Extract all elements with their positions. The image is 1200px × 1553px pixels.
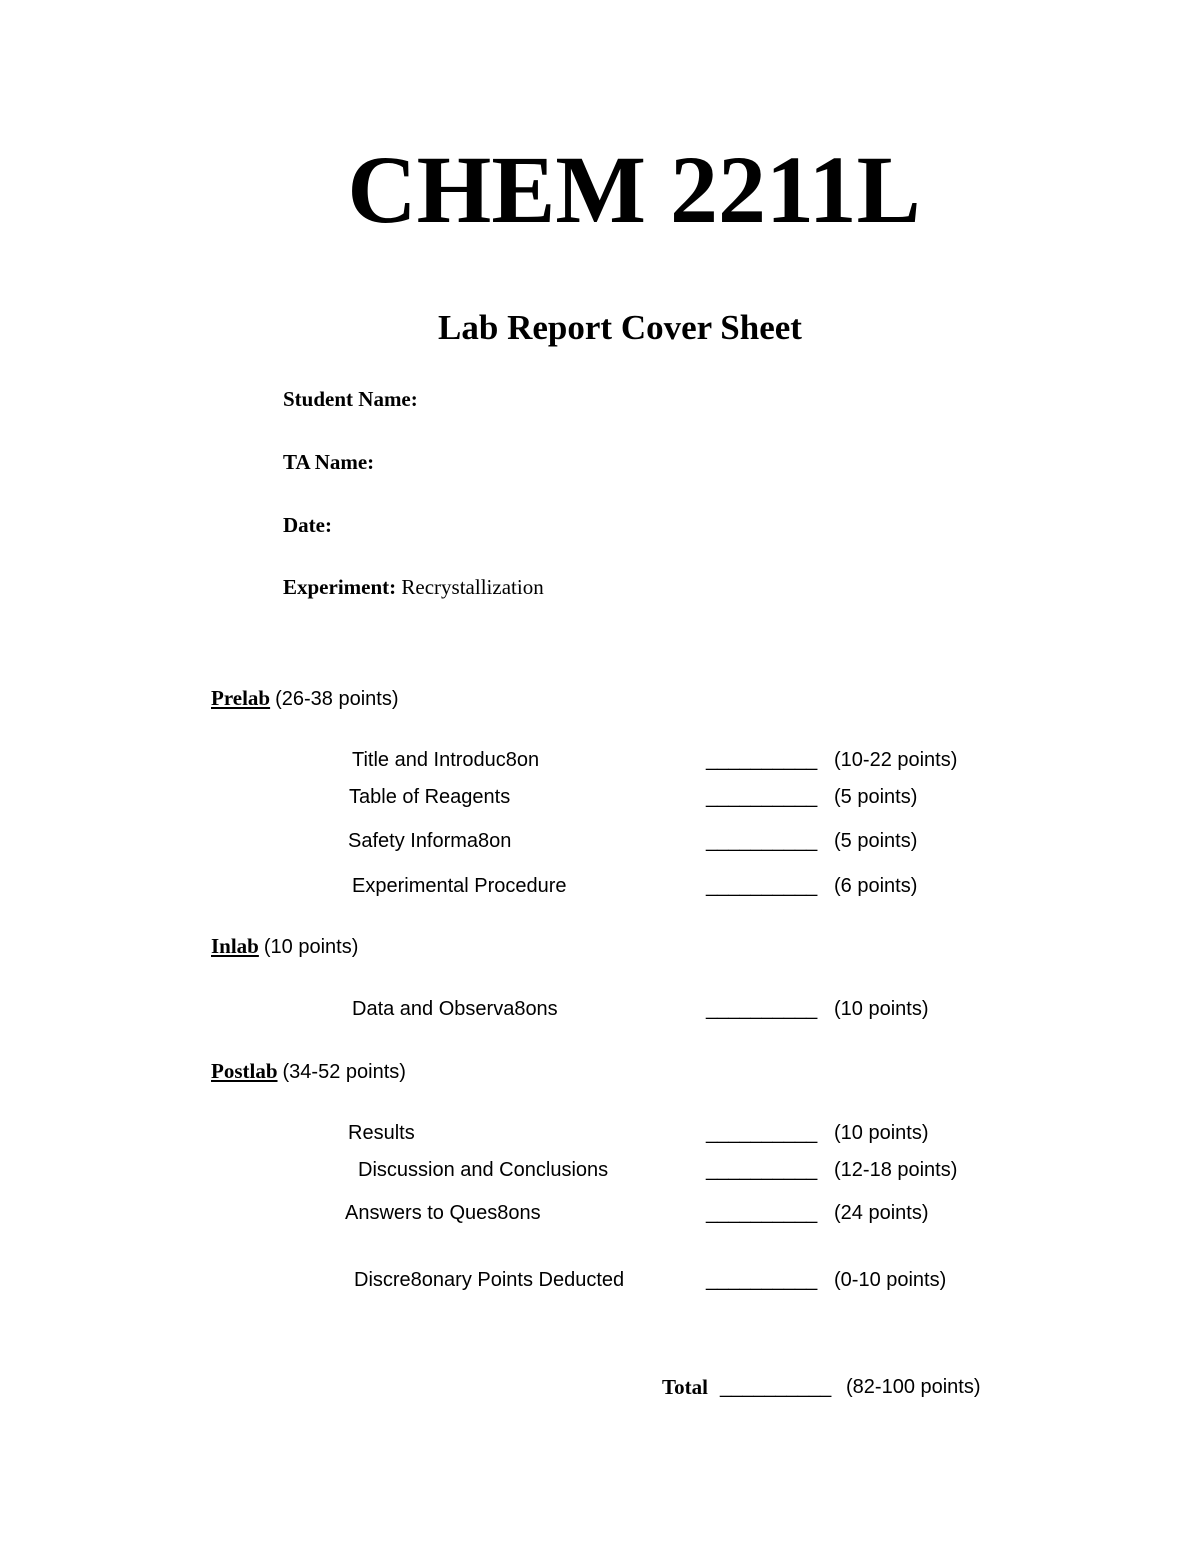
postlab-item-label: Discussion and Conclusions <box>358 1159 609 1181</box>
postlab-item-label: Answers to Ques8ons <box>345 1202 541 1224</box>
score-blank: __________ <box>706 749 818 771</box>
ta-name-field <box>283 452 374 473</box>
prelab-section-heading <box>211 688 399 709</box>
experiment-field <box>283 577 544 598</box>
total-label: Total <box>662 1375 708 1399</box>
postlab-item-points: (24 points) <box>834 1202 929 1224</box>
course-title: CHEM 2211L <box>347 136 921 243</box>
prelab-section-name: Prelab <box>211 686 271 710</box>
student-name-label: Student Name: <box>283 387 418 411</box>
score-blank: __________ <box>706 786 818 808</box>
score-blank: __________ <box>706 830 818 852</box>
prelab-item-label: Title and Introduc8on <box>352 749 540 771</box>
experiment-label: Experiment: <box>283 575 397 599</box>
prelab-item-label: Experimental Procedure <box>352 875 567 897</box>
postlab-section-name: Postlab <box>211 1059 278 1083</box>
date-label: Date: <box>283 513 332 537</box>
postlab-section-heading <box>211 1061 406 1082</box>
inlab-section-heading <box>211 936 358 957</box>
score-blank: __________ <box>706 875 818 897</box>
postlab-section-points: (34-52 points) <box>282 1061 406 1083</box>
prelab-item-label: Table of Reagents <box>349 786 511 808</box>
discretionary-points: (0-10 points) <box>834 1269 947 1291</box>
score-blank: __________ <box>706 1202 818 1224</box>
score-blank: __________ <box>706 998 818 1020</box>
prelab-item-points: (5 points) <box>834 830 918 852</box>
prelab-section-points: (26-38 points) <box>275 688 399 710</box>
student-name-field <box>283 389 418 410</box>
postlab-item-points: (12-18 points) <box>834 1159 958 1181</box>
inlab-item-label: Data and Observa8ons <box>352 998 558 1020</box>
prelab-item-points: (6 points) <box>834 875 918 897</box>
prelab-item-points: (10-22 points) <box>834 749 958 771</box>
total-blank: __________ <box>720 1376 832 1398</box>
score-blank: __________ <box>706 1159 818 1181</box>
prelab-item-label: Safety Informa8on <box>348 830 512 852</box>
experiment-value: Recrystallization <box>401 575 544 599</box>
ta-name-label: TA Name: <box>283 450 375 474</box>
discretionary-label: Discre8onary Points Deducted <box>354 1269 625 1291</box>
inlab-section-name: Inlab <box>211 934 259 958</box>
total-points: (82-100 points) <box>846 1376 981 1398</box>
score-blank: __________ <box>706 1269 818 1291</box>
postlab-item-points: (10 points) <box>834 1122 929 1144</box>
prelab-item-points: (5 points) <box>834 786 918 808</box>
inlab-section-points: (10 points) <box>263 936 359 958</box>
inlab-item-points: (10 points) <box>834 998 929 1020</box>
score-blank: __________ <box>706 1122 818 1144</box>
sheet-title: Lab Report Cover Sheet <box>438 308 802 347</box>
postlab-item-label: Results <box>348 1122 415 1144</box>
date-field <box>283 515 332 536</box>
